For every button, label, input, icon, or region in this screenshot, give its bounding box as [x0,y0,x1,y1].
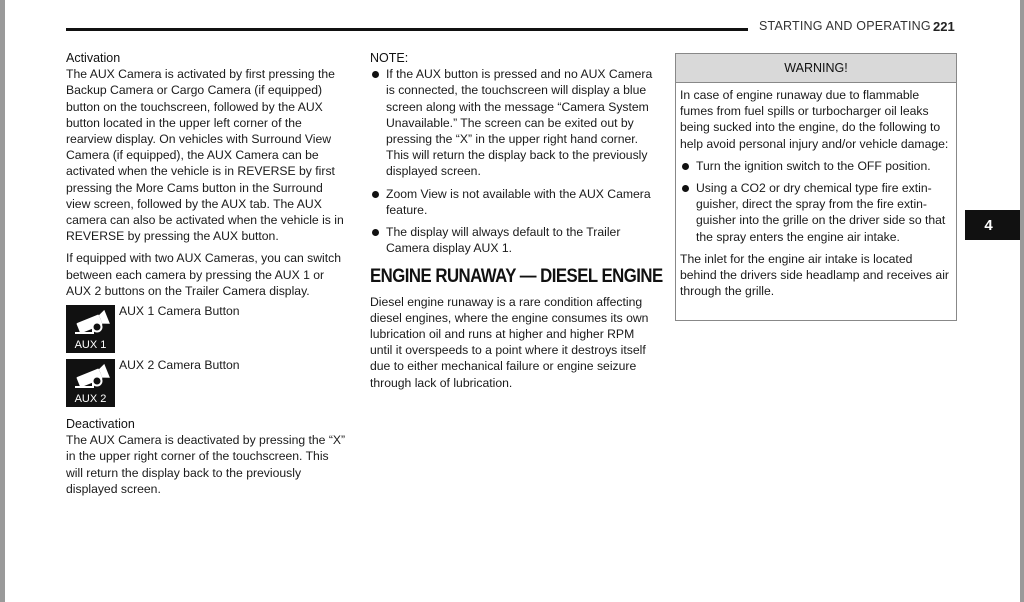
activation-heading: Activation [66,51,121,65]
warning-body [676,83,956,299]
two-cameras-text: If equipped with two AUX Cameras, you can switch between each camera by pressing the AUX 1 or AUX 2 buttons on the Trailer Camera display. [66,251,342,298]
running-header: STARTING AND OPERATING [759,19,931,33]
warning-intro: In case of engine runaway due to flammable fumes from fuel spills or turbocharger oil leaks being sucked into the engine, do the following to help avoid personal injury and/or vehicle damage: [680,88,949,151]
aux2-camera-button-icon [66,359,115,407]
middle-column [370,50,663,397]
list-item: Turn the ignition switch to the OFF position. [680,158,950,174]
list-item: Using a CO2 or dry chemical type fire extin-guisher, direct the spray from the fire extin-guisher into the grille on the driver side so that the spray enters the engine air intake. [680,180,950,245]
camera-icon [71,364,111,392]
deactivation-heading: Deactivation [66,417,135,432]
list-item: If the AUX button is pressed and no AUX Camera is connected, the touchscreen will display a blue screen along with the message “Camera System Unavailable.” The screen can be exited out by pressing the “X” in the upper right hand corner. This will return the display back to the previously displayed screen. [370,66,655,179]
list-item: Zoom View is not available with the AUX Camera feature. [370,186,655,218]
chapter-tab: 4 [965,210,1020,240]
camera-icon [71,310,111,338]
warning-outro: The inlet for the engine air intake is located behind the drivers side headlamp and receives air through the grille. [680,251,949,299]
section-text: Diesel engine runaway is a rare condition affecting diesel engines, where the engine consumes its own lubrication oil and runs at higher and higher RPM until it overspeeds to a point where it destroys itself due to either mechanical failure or engine seizure through lack of lubrication. [370,294,649,390]
aux2-row [66,359,348,408]
activation-text: The AUX Camera is activated by first pressing the Backup Camera or Cargo Camera (if equipped) button on the touchscreen, followed by the AUX button located in the upper left corner of the rearview display. On vehicles with Surround View Camera (if equipped), the AUX Camera can be activated when the vehicle is in REVERSE by first pressing the More Cams button in the Surround view screen, followed by the AUX tab. The AUX camera can also be activated when the vehicle is in REVERSE by pressing the AUX button. [66,67,344,244]
header-rule [66,28,748,31]
section-title: ENGINE RUNAWAY — DIESEL ENGINE [370,265,663,288]
warning-title: WARNING! [676,54,956,83]
aux1-icon-label: AUX 1 [74,339,107,352]
warning-list [680,158,950,245]
note-heading: NOTE: [370,51,409,65]
warning-box [675,53,957,321]
aux2-icon-label: AUX 2 [74,393,107,406]
page-left-edge [0,0,5,602]
page-right-edge [1020,0,1024,602]
aux1-row [66,305,348,354]
note-list [370,66,655,256]
deactivation-text: The AUX Camera is deactivated by pressing the “X” in the upper right corner of the touchscreen. This will return the display back to the previously displayed screen. [66,433,346,496]
list-item: The display will always default to the Trailer Camera display AUX 1. [370,224,655,256]
page-number: 221 [933,19,955,34]
aux2-caption: AUX 2 Camera Button [119,358,240,373]
aux1-caption: AUX 1 Camera Button [119,304,240,319]
aux1-camera-button-icon [66,305,115,353]
left-column [66,50,348,503]
